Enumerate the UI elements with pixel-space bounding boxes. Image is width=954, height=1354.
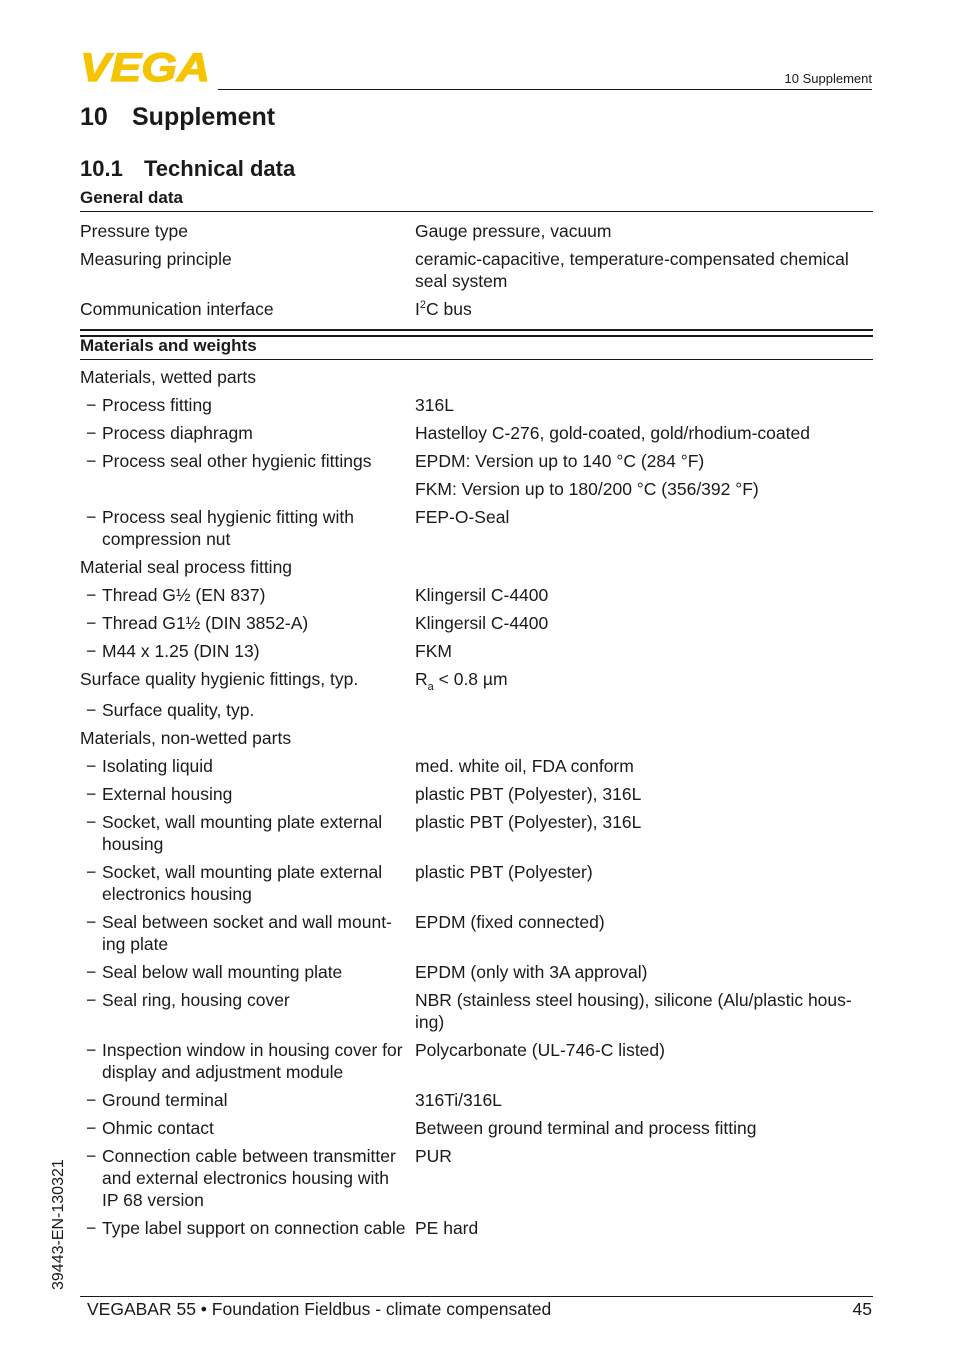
table-row [80, 983, 873, 1033]
chapter-title: Supplement [132, 103, 276, 131]
materials-title: Materials and weights [80, 329, 873, 360]
table-row [80, 777, 873, 805]
section-heading [80, 156, 295, 182]
row-value: EPDM: Version up to 140 °C (284 °F) [415, 451, 705, 471]
row-label-text: External housing [102, 784, 233, 804]
value-suffix: < 0.8 µm [433, 669, 508, 689]
table-row [80, 1211, 873, 1239]
row-label-text: Socket, wall mounting plate external electronics housing [102, 862, 383, 904]
row-label [80, 783, 415, 805]
list-dash: − [86, 1090, 97, 1110]
general-data-table [80, 214, 873, 337]
row-value: FKM [415, 641, 452, 661]
row-label-text: Connection cable between transmitter and external electronics housing with IP 68 version [102, 1146, 396, 1210]
row-value [415, 699, 873, 721]
list-dash: − [86, 990, 97, 1010]
list-dash: − [86, 912, 97, 932]
list-dash: − [86, 395, 97, 415]
row-label [80, 699, 415, 721]
table-row [80, 1083, 873, 1111]
row-label: Pressure type [80, 221, 188, 241]
table-row [80, 1111, 873, 1139]
row-label-text: Material seal process fitting [80, 557, 293, 577]
row-value: med. white oil, FDA conform [415, 756, 634, 776]
row-label [80, 584, 415, 606]
row-label [80, 1145, 415, 1211]
list-dash: − [86, 784, 97, 804]
general-data-title: General data [80, 188, 873, 212]
table-row [80, 905, 873, 955]
list-dash: − [86, 613, 97, 633]
row-value: Klingersil C-4400 [415, 585, 549, 605]
row-value: PE hard [415, 1218, 479, 1238]
list-dash: − [86, 451, 97, 471]
table-row [80, 1139, 873, 1211]
row-label [80, 366, 415, 388]
row-label [80, 911, 415, 955]
value-suffix: C bus [426, 299, 472, 319]
row-label-text: Thread G½ (EN 837) [102, 585, 266, 605]
row-label: Communication interface [80, 299, 274, 319]
row-value: Klingersil C-4400 [415, 613, 549, 633]
chapter-number: 10 [80, 103, 108, 131]
table-row [80, 214, 873, 242]
row-label [80, 506, 415, 550]
chapter-heading [80, 103, 275, 132]
row-label-text: Process fitting [102, 395, 212, 415]
row-value: plastic PBT (Polyester) [415, 862, 593, 882]
section-title: Technical data [144, 156, 296, 181]
row-label-text: Type label support on connection cable [102, 1218, 406, 1238]
row-label-text: Inspection window in housing cover for display and adjustment module [102, 1040, 403, 1082]
row-label [80, 755, 415, 777]
table-row [80, 805, 873, 855]
row-value [415, 668, 873, 693]
row-value [415, 727, 873, 749]
table-row [80, 749, 873, 777]
row-label-text: Surface quality hygienic fittings, typ. [80, 669, 359, 689]
table-row [80, 360, 873, 388]
row-label [80, 640, 415, 662]
footer-title: VEGABAR 55 • Foundation Fieldbus - climate compensated [87, 1299, 552, 1319]
value-subscript: a [427, 681, 434, 693]
row-label [80, 668, 415, 693]
row-value: FKM: Version up to 180/200 °C (356/392 °F) [415, 479, 759, 499]
table-row [80, 1033, 873, 1083]
row-value: plastic PBT (Polyester), 316L [415, 784, 642, 804]
header-rule [218, 89, 872, 90]
row-label [80, 556, 415, 578]
row-label [80, 450, 415, 472]
table-row [80, 693, 873, 721]
running-header: 10 Supplement [784, 71, 872, 86]
footer-rule [80, 1296, 873, 1297]
vega-logo [80, 50, 212, 84]
list-dash: − [86, 1118, 97, 1138]
row-value: ceramic-capacitive, temperature-compensated chemical seal system [415, 249, 849, 291]
list-dash: − [86, 756, 97, 776]
row-label [80, 1217, 415, 1239]
row-label-text: Process diaphragm [102, 423, 253, 443]
list-dash: − [86, 1040, 97, 1060]
row-value [415, 366, 873, 388]
row-label-text: Process seal hygienic fitting with compression nut [102, 507, 354, 549]
list-dash: − [86, 812, 97, 832]
table-row [80, 634, 873, 662]
list-dash: − [86, 962, 97, 982]
row-label-text: Thread G1½ (DIN 3852-A) [102, 613, 309, 633]
row-label-text: Materials, non-wetted parts [80, 728, 292, 748]
row-label-text: Ohmic contact [102, 1118, 214, 1138]
row-label [80, 612, 415, 634]
row-label-text: Process seal other hygienic fittings [102, 451, 372, 471]
row-value: EPDM (fixed connected) [415, 912, 605, 932]
table-row [80, 606, 873, 634]
row-value: Hastelloy C-276, gold-coated, gold/rhodium-coated [415, 423, 810, 443]
row-label-text: Isolating liquid [102, 756, 213, 776]
table-row [80, 388, 873, 416]
row-label-text: Seal below wall mounting plate [102, 962, 343, 982]
row-label-text: Materials, wetted parts [80, 367, 257, 387]
logo-text: VEGA [80, 50, 210, 84]
row-value: 316L [415, 395, 454, 415]
row-label [80, 422, 415, 444]
row-label-text: Seal ring, housing cover [102, 990, 290, 1010]
row-label-text: M44 x 1.25 (DIN 13) [102, 641, 260, 661]
row-value [415, 556, 873, 578]
list-dash: − [86, 862, 97, 882]
row-value [415, 298, 873, 323]
row-label [80, 811, 415, 855]
table-row [80, 444, 873, 472]
row-label-text: Ground terminal [102, 1090, 228, 1110]
row-value: NBR (stainless steel housing), silicone (Alu/plastic hous-ing) [415, 990, 852, 1032]
list-dash: − [86, 507, 97, 527]
row-label [80, 1089, 415, 1111]
table-row [80, 578, 873, 606]
row-label [80, 1039, 415, 1083]
row-value: EPDM (only with 3A approval) [415, 962, 648, 982]
row-label [80, 394, 415, 416]
list-dash: − [86, 1218, 97, 1238]
table-row [80, 855, 873, 905]
row-label-text: Surface quality, typ. [102, 700, 255, 720]
row-label [80, 961, 415, 983]
row-value: Between ground terminal and process fitting [415, 1118, 757, 1138]
row-value: 316Ti/316L [415, 1090, 502, 1110]
value-superscript: 2 [419, 299, 426, 311]
table-row [80, 416, 873, 444]
list-dash: − [86, 700, 97, 720]
table-row [80, 242, 873, 292]
page-number: 45 [852, 1299, 872, 1319]
table-row [80, 472, 873, 500]
table-row [80, 662, 873, 693]
table-row [80, 500, 873, 550]
row-value: FEP-O-Seal [415, 507, 510, 527]
row-value: plastic PBT (Polyester), 316L [415, 812, 642, 832]
table-row [80, 721, 873, 749]
row-label [80, 1117, 415, 1139]
list-dash: − [86, 641, 97, 661]
row-label: Measuring principle [80, 249, 232, 269]
row-label [80, 861, 415, 905]
row-value: PUR [415, 1146, 452, 1166]
row-label [80, 989, 415, 1033]
row-label-text: Socket, wall mounting plate external housing [102, 812, 383, 854]
row-label [80, 478, 415, 500]
section-number: 10.1 [80, 156, 123, 181]
row-value: Gauge pressure, vacuum [415, 221, 612, 241]
document-code: 39443-EN-130321 [50, 1159, 67, 1290]
row-label [80, 727, 415, 749]
table-row [80, 550, 873, 578]
value-prefix: R [415, 669, 428, 689]
row-label-text: Seal between socket and wall mount-ing plate [102, 912, 392, 954]
row-value: Polycarbonate (UL-746-C listed) [415, 1040, 665, 1060]
list-dash: − [86, 585, 97, 605]
value-prefix: I [415, 299, 420, 319]
list-dash: − [86, 423, 97, 443]
list-dash: − [86, 1146, 97, 1166]
table-row [80, 955, 873, 983]
materials-table [80, 360, 873, 1239]
